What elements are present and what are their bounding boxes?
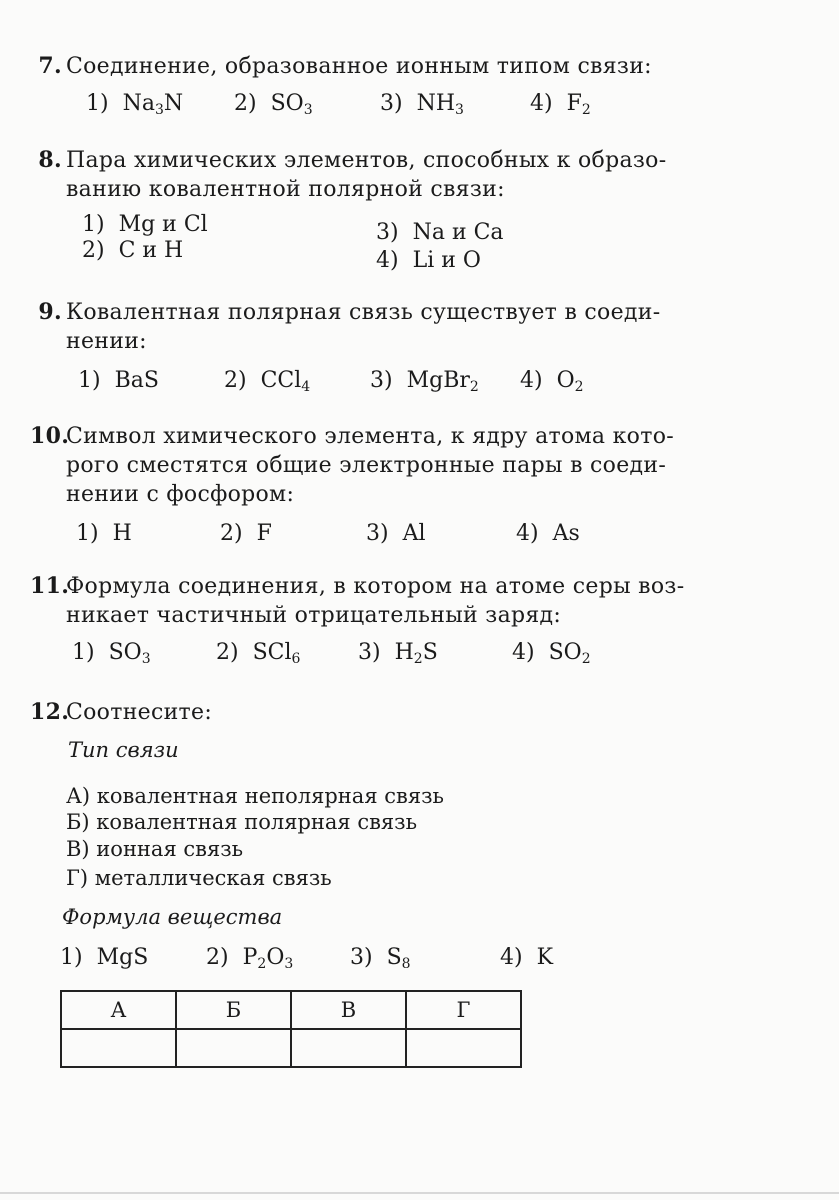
option-number: 4) [500,945,537,970]
option[interactable] [82,238,183,263]
formula-text: O [556,368,575,393]
formula-text: F [256,521,272,546]
question-line: Соотнесите: [66,700,213,725]
formula-options-row [60,945,620,975]
formula-text: MgS [96,945,149,970]
question-10 [30,422,700,551]
answer-cell[interactable] [176,1029,291,1067]
question-12 [30,698,700,727]
bond-type-heading: Тип связи [68,738,179,762]
formula-heading: Формула вещества [62,905,283,929]
formula-text: N [163,91,184,116]
question-number: 11. [30,573,70,599]
option[interactable] [520,368,584,393]
question-number: 8. [38,147,62,173]
formula-text: SO [270,91,304,116]
option[interactable] [380,91,464,116]
question-number: 7. [38,53,62,79]
bond-item: В) ионная связь [66,837,244,861]
question-line: нении с фосфором: [66,482,295,507]
option-number: 3) [376,220,413,245]
formula-subscript: 2 [574,379,584,395]
option[interactable] [86,91,183,116]
option-number: 4) [512,640,549,665]
formula-subscript: 3 [455,102,464,118]
question-line: Ковалентная полярная связь существует в соеди- [66,300,661,325]
formula-subscript: 6 [291,651,301,667]
formula-subscript: 2 [257,956,267,972]
formula-text: MgBr [406,368,470,393]
answer-cell[interactable] [291,1029,406,1067]
table-header-cell: Б [176,991,291,1029]
question-7 [30,52,700,121]
page-edge [0,1192,839,1194]
option-number: 3) [366,521,403,546]
formula-subscript: 2 [413,651,423,667]
formula-text: K [536,945,554,970]
formula-subscript: 3 [284,956,294,972]
option[interactable] [366,521,426,546]
table-header-row [61,991,521,1029]
option-number: 2) [206,945,243,970]
question-line: Соединение, образованное ионным типом связи: [66,54,652,79]
option-number: 1) [76,521,113,546]
option-number: 4) [530,91,567,116]
formula-subscript: 3 [141,651,151,667]
table-header-cell: В [291,991,406,1029]
option-number: 2) [234,91,271,116]
formula-text: S [422,640,438,665]
question-number: 10. [30,423,70,449]
option-number: 2) [224,368,261,393]
question-line: Формула соединения, в котором на атоме серы воз- [66,574,685,599]
table-header-cell: Г [406,991,521,1029]
formula-text: Al [402,521,426,546]
option-number: 3) [380,91,417,116]
option[interactable] [216,640,300,665]
question-line: ванию ковалентной полярной связи: [66,177,505,202]
question-number: 12. [30,699,70,725]
formula-subscript: 4 [301,379,311,395]
option-number: 2) [82,238,119,263]
question-8 [30,146,700,273]
formula-subscript: 2 [581,102,591,118]
formula-text: Li и O [412,248,481,273]
options-row [30,521,700,551]
formula-text: SO [548,640,582,665]
option-number: 1) [60,945,97,970]
formula-text: As [552,521,580,546]
formula-text: SCl [252,640,292,665]
table-header-cell: А [61,991,176,1029]
option-number: 2) [220,521,257,546]
answer-cell[interactable] [61,1029,176,1067]
option[interactable] [530,91,591,116]
option-number: 3) [358,640,395,665]
question-9 [30,298,700,398]
question-line: Пара химических элементов, способных к образо- [66,148,667,173]
formula-subscript: 2 [469,379,479,395]
formula-text: Na [122,91,155,116]
option-number: 1) [86,91,123,116]
formula-text: O [266,945,285,970]
option[interactable] [234,91,313,116]
formula-option[interactable] [206,945,293,970]
option[interactable] [224,368,310,393]
question-text [30,698,700,727]
formula-text: F [566,91,582,116]
question-line: Символ химического элемента, к ядру атома кото- [66,424,674,449]
option-number: 4) [520,368,557,393]
formula-option[interactable] [500,945,553,970]
options-row [30,640,700,670]
option[interactable] [76,521,132,546]
formula-text: CCl [260,368,302,393]
option[interactable] [220,521,272,546]
formula-text: BaS [114,368,159,393]
formula-text: H [394,640,414,665]
formula-text: Na и Ca [412,220,504,245]
formula-text: C и H [118,238,184,263]
question-number: 9. [38,299,62,325]
formula-text: H [112,521,132,546]
question-11 [30,572,700,670]
formula-option[interactable] [60,945,148,970]
table-answer-row [61,1029,521,1067]
option-number: 1) [78,368,115,393]
options-row [30,368,700,398]
option[interactable] [512,640,591,665]
formula-text: NH [416,91,456,116]
question-text [30,146,700,204]
option[interactable] [376,248,481,273]
option[interactable] [78,368,159,393]
option[interactable] [82,212,208,237]
formula-subscript: 8 [401,956,411,972]
formula-text: Mg и Cl [118,212,208,237]
question-text [30,422,700,509]
bond-item: Б) ковалентная полярная связь [66,810,418,834]
options-row [30,91,700,121]
formula-subscript: 3 [154,102,164,118]
formula-text: SO [108,640,142,665]
question-line: нении: [66,329,147,354]
option[interactable] [72,640,151,665]
formula-subscript: 2 [581,651,591,667]
option[interactable] [516,521,580,546]
option-number: 2) [216,640,253,665]
answer-cell[interactable] [406,1029,521,1067]
question-text [30,52,700,81]
question-text [30,572,700,630]
question-line: никает частичный отрицательный заряд: [66,603,562,628]
option-number: 3) [370,368,407,393]
question-text [30,298,700,356]
option[interactable] [370,368,479,393]
option[interactable] [358,640,438,665]
question-line: рого сместятся общие электронные пары в соеди- [66,453,667,478]
formula-option[interactable] [350,945,411,970]
formula-subscript: 3 [303,102,313,118]
formula-text: S [386,945,402,970]
option-number: 1) [72,640,109,665]
options-block [30,212,700,273]
formula-text: P [242,945,258,970]
option-number: 4) [516,521,553,546]
bond-item: А) ковалентная неполярная связь [66,784,444,808]
bond-item: Г) металлическая связь [66,866,332,890]
option-number: 1) [82,212,119,237]
option-number: 4) [376,248,413,273]
option[interactable] [376,220,504,245]
option-number: 3) [350,945,387,970]
answer-table [60,990,522,1068]
